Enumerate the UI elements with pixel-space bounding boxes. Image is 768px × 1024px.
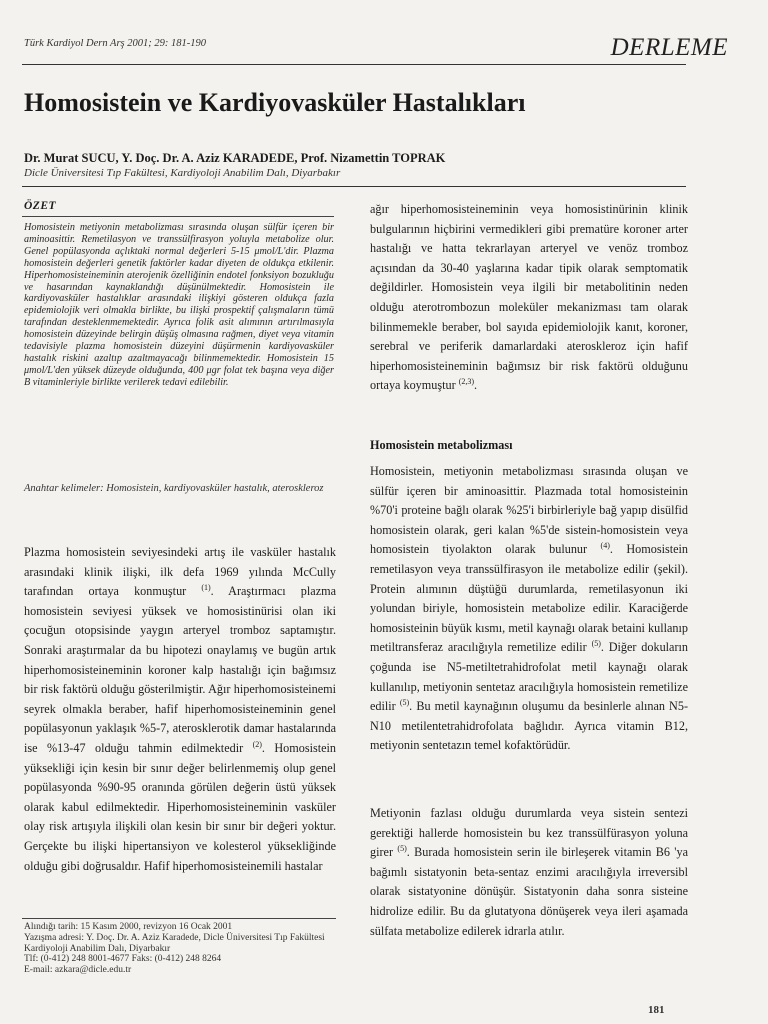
citation-ref: (1) — [201, 583, 211, 593]
contact-phone: Tlf: (0-412) 248 8001-4677 Faks: (0-412) 248 8264 — [24, 954, 222, 965]
abstract-heading: ÖZET — [24, 200, 57, 212]
metabolism-text-2: . Homosistein remetilasyon veya transsülfirasyon ile metabolize edilir (şekil). Protein alımının düştüğü durumlarda, remetilasyonun iki yolundan biriyle, homosistein metabolize edilir. Karaciğerde homosisteinin büyük kısmı, metil kaynağı olarak betaini kullanıp metiltransferaz aracılığıyla remetilize edilir — [370, 542, 688, 655]
affiliation-divider — [22, 186, 686, 187]
citation-ref: (5) — [591, 639, 601, 649]
author-list: Dr. Murat SUCU, Y. Doç. Dr. A. Aziz KARADEDE, Prof. Nizamettin TOPRAK — [24, 151, 446, 165]
transsulfuration-paragraph — [370, 804, 688, 941]
citation-ref: (2) — [252, 739, 262, 749]
continued-text: ağır hiperhomosisteineminin veya homosistinürinin klinik bulgularının hiçbirini vermedikleri gibi prematüre koroner arter hastalığı ve hatta tekrarlayan arteryel ve venöz tromboz açısından da 30-40 yaşlarına kadar tipik olarak semptomatik değildirler. Homosistein veya ilgili bir metabolitinin neden olduğu aterotrombozun moleküler mekanizması tam olarak bilinmemekle beraber, bol sayıda epidemiolojik kanıt, koroner, serebral ve periferik damarlardaki ateroskleroz için hafif hiperhomosisteineminin bağımsız bir risk faktörü olduğunu ortaya koymuştur — [370, 202, 688, 393]
author-affiliation: Dicle Üniversitesi Tıp Fakültesi, Kardiyoloji Anabilim Dalı, Diyarbakır — [24, 167, 341, 179]
metabolism-text-3: . Diğer dokuların çoğunda ise N5-metiltetrahidrofolat metil kaynağı olarak kullanılıp, metiyonin sentetaz aracılığıyla homosistein remetilize edilir — [370, 640, 688, 714]
citation-ref: (4) — [600, 541, 610, 551]
received-date: Alındığı tarih: 15 Kasım 2000, revizyon 16 Ocak 2001 — [24, 922, 233, 932]
intro-paragraph — [24, 543, 336, 876]
transsulfuration-text-1: Metiyonin fazlası olduğu durumlarda veya sistein sentezi gerektiği hallerde homosistein bu kez transsülfürasyon yoluna girer — [370, 806, 688, 860]
contact-email: E-mail: azkara@dicle.edu.tr — [24, 965, 132, 976]
metabolism-text-1: Homosistein, metiyonin metabolizması sırasında oluşan ve sülfür içeren bir aminoasittir. Plazmada total homosisteinin %70'i proteine bağlı olarak %25'i birbirleriyle bağ yapıp disülfid homosistein olarak, geri kalan %5'de sistein-homosistein veya homosistein tiyolakton olarak bulunur — [370, 464, 688, 557]
article-title: Homosistein ve Kardiyovasküler Hastalıkları — [24, 88, 526, 117]
keywords-label: Anahtar kelimeler: — [24, 483, 104, 494]
header-divider — [22, 64, 686, 65]
correspondence-address: Yazışma adresi: Y. Doç. Dr. A. Aziz Karadede, Dicle Üniversitesi Tıp Fakültesi Kardiyoloji Anabilim Dalı, Diyarbakır — [24, 932, 325, 954]
journal-reference: Türk Kardiyol Dern Arş 2001; 29: 181-190 — [24, 38, 206, 49]
sentence-end: . — [474, 378, 478, 393]
citation-ref: (2,3) — [458, 377, 475, 387]
footnote-divider — [22, 918, 336, 919]
citation-ref: (5) — [397, 844, 407, 854]
section-label: DERLEME — [610, 34, 728, 61]
page-number: 181 — [648, 1004, 665, 1016]
intro-text-3: . Homosistein yüksekliği için kesin bir sınır değer belirlenmemiş olup genel popülasyonda %90-95 oranında görülen değerin üstü yüksek olarak kabul edilmektedir. Hiperhomosisteineminin vasküler olay risk artışıyla ilişkili olan kesin bir sınır bir değeri yoktur. Gerçekte bu ilişki hipertansiyon ve kolesterol yüksekliğinde olduğu gibi doğrusaldır. Hafif hiperhomosisteinemili hastalar — [24, 740, 336, 873]
section-subheading: Homosistein metabolizması — [370, 438, 513, 452]
correspondence-footnote — [24, 922, 344, 976]
transsulfuration-text-2: . Burada homosistein serin ile birleşerek vitamin B6 'ya bağımlı sistatyonin beta-sentaz enzimi aracılığıyla irreversibl olarak sistatyonine dönüşür. Sistatyonin daha sonra sisteine hidrolize edilir. Bu da glutatyona dönüşerek veya ileri aşamada sülfata metabolize edilerek idrarla atılır. — [370, 845, 689, 938]
keywords — [24, 482, 334, 495]
metabolism-paragraph — [370, 462, 688, 756]
citation-ref: (5) — [399, 698, 410, 708]
metabolism-text-4: . Bu metil kaynağının oluşumu da besinlerle alınan N5-N10 metilentetrahidrofolata bağlıdır. Ayrıca vitamin B12, metiyonin sentetazın temel kofaktörüdür. — [370, 699, 689, 753]
intro-text-2: . Araştırmacı plazma homosistein seviyesi yüksek ve homosistinürisi olan iki çocuğun otopsisinde yaygın arteryel tromboz saptamıştır. Sonraki araştırmalar da bu hipotezi onaylamış ve bugün artık hiperhomosisteineminin koroner kalp hastalığı için bağımsız bir risk faktörü olduğu gösterilmiştir. Ağır hiperhomosisteinemi seyrek olmakla beraber, hafif hiperhomosisteineminin genel popülasyonun yaklaşık %5-7, aterosklerotik damar hastalarında ise %13-47 olduğu tahmin edilmektedir — [24, 584, 336, 755]
abstract-text: Homosistein metiyonin metabolizması sırasında oluşan sülfür içeren bir aminoasittir. Remetilasyon ve transsülfirasyon yoluyla metabolize olur. Genel popülasyonda açlıktaki normal değerleri 5-15 μmol/L'dir. Plazma homosistein değerleri genetik faktörler kadar diyeten de oldukça etkilenir. Hiperhomosisteineminin aterojenik özelliğinin endotel fonksiyon bozukluğu ve hasarından kaynaklandığı düşünülmektedir. Homosistein ile kardiyovasküler hastalıklar arasındaki ilişkiyi gösteren oldukça fazla epidemiolojik veri olmakla birlikte, bu ilişki prospektif çalışmaların tümü tarafından desteklenmemektedir. Ayrıca folik asit alımının artırılmasıyla homosistein düzeyinde belirgin düşüş olmasına rağmen, diyet veya vitamin tedavisiyle plazma homosistein düzeyini düşürmenin kardiyovasküler hastalık riskini azaltıp azaltmayacağı bilinmemektedir. Homosistein 15 μmol/L'den yüksek düzeyde olduğunda, 400 μgr folat tek başına veya diğer B vitaminleriyle birlikte verilerek tedavi edilebilir. — [24, 222, 334, 388]
continued-paragraph — [370, 200, 688, 396]
keywords-list: Homosistein, kardiyovasküler hastalık, ateroskleroz — [106, 483, 324, 494]
intro-text-1: Plazma homosistein seviyesindeki artış ile vasküler hastalık arasındaki klinik ilişki, ilk defa 1969 yılında McCully tarafından ortaya konmuştur — [24, 545, 336, 599]
abstract-divider — [22, 216, 334, 217]
